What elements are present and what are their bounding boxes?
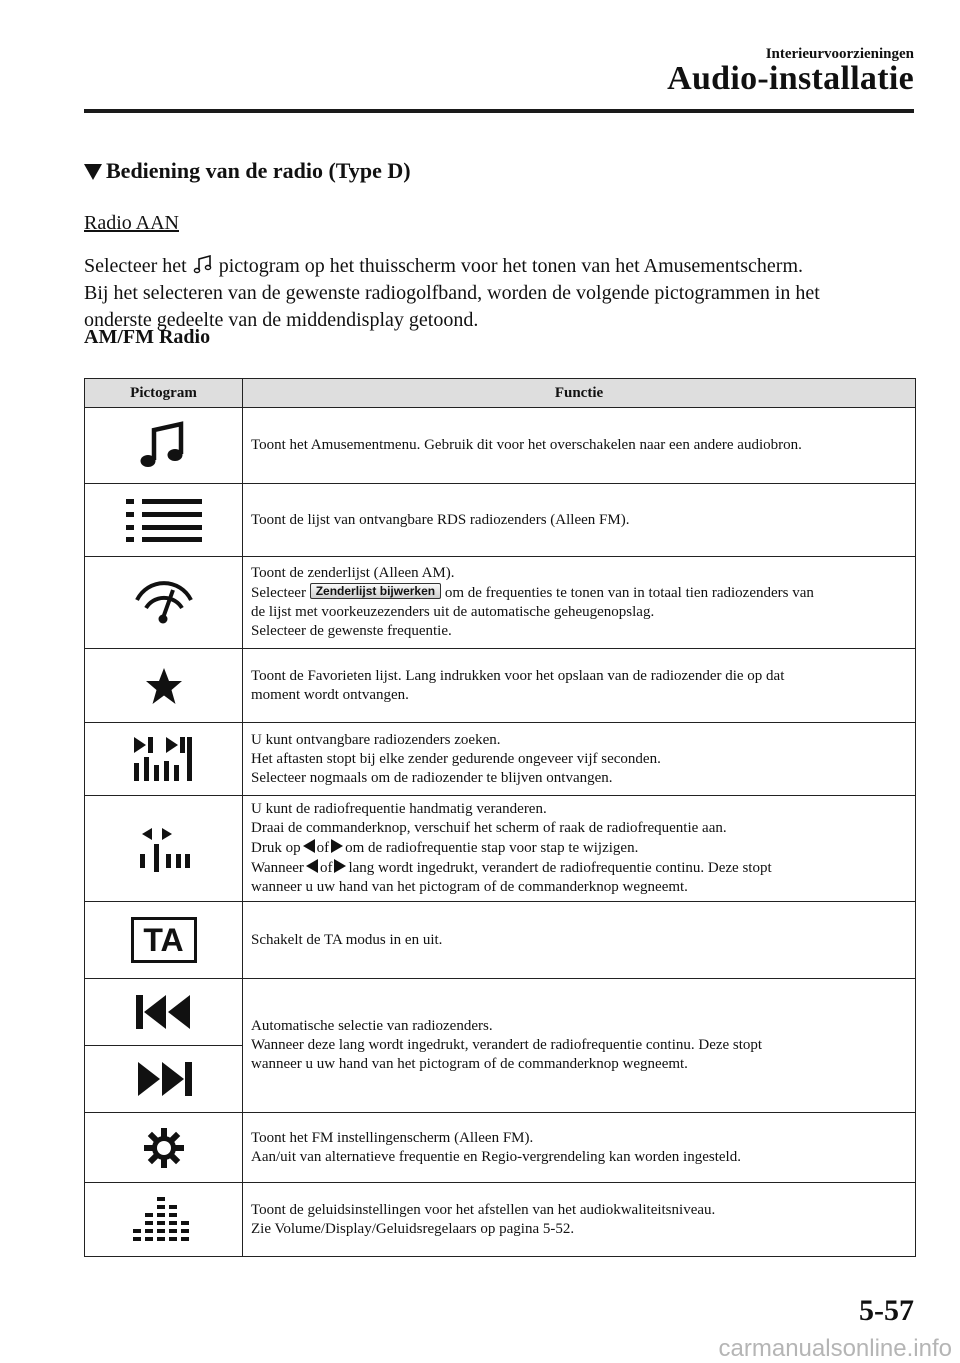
page-number: 5-57 [859, 1294, 914, 1327]
icon-cell [85, 979, 243, 1113]
icon-cell [85, 723, 243, 796]
header-section-label: Interieurvoorzieningen [765, 46, 914, 62]
intro-paragraph [84, 253, 924, 334]
table-row [85, 1113, 916, 1183]
function-text: Toont de Favorieten lijst. Lang indrukken voor het opslaan van de radiozender die op dat moment wordt ontvangen. [243, 649, 916, 723]
table-header-row [85, 379, 916, 408]
table-row [85, 979, 916, 1113]
function-text: Toont het FM instellingenscherm (Alleen FM). Aan/uit van alternatieve frequentie en Regio-vergrendeling kan worden ingesteld. [243, 1113, 916, 1183]
triangle-left-icon [304, 858, 320, 874]
seek-back-icon [134, 993, 194, 1031]
function-text: Toont het Amusementmenu. Gebruik dit voor het overschakelen naar een andere audiobron. [243, 408, 916, 484]
icon-cell [85, 1113, 243, 1183]
triangle-right-icon [332, 858, 348, 874]
station-list-icon [133, 580, 195, 626]
function-text: Toont de geluidsinstellingen voor het afstellen van het audiokwaliteitsniveau. Zie Volume/Display/Geluidsregelaars op pagina 5-52. [243, 1183, 916, 1257]
section-heading [84, 158, 411, 184]
table-row [85, 723, 916, 796]
list-icon [124, 497, 204, 543]
gear-icon [142, 1126, 186, 1170]
scan-icon [132, 735, 196, 783]
table-row [85, 557, 916, 649]
music-note-icon [192, 255, 214, 275]
triangle-right-icon [329, 838, 345, 854]
function-text: Toont de zenderlijst (Alleen AM). Selecteer Zenderlijst bijwerken om de frequenties te tonen van in totaal tien radiozenders van de lijst met voorkeuzezenders uit de automatische geheugenopslag. Selecteer de gewenste frequentie. [243, 557, 916, 649]
section-heading-text: Bediening van de radio (Type D) [106, 158, 411, 183]
icon-cell [85, 649, 243, 723]
watermark: carmanualsonline.info [718, 1335, 952, 1362]
table-row [85, 649, 916, 723]
ta-icon: TA [131, 917, 197, 963]
table-row [85, 408, 916, 484]
header-divider [84, 109, 914, 113]
triangle-left-icon [301, 838, 317, 854]
icon-cell [85, 484, 243, 557]
subheading: Radio AAN [84, 212, 179, 234]
music-note-icon [139, 420, 189, 472]
intro-text: Bij het selecteren van de gewenste radiogolfband, worden de volgende pictogrammen in het [84, 282, 820, 304]
triangle-bullet-icon [84, 164, 102, 180]
icon-cell [85, 902, 243, 979]
intro-text: onderste gedeelte van de middendisplay getoond. [84, 309, 479, 331]
intro-text: pictogram op het thuisscherm voor het tonen van het Amusementscherm. [218, 255, 804, 277]
equalizer-icon [129, 1195, 199, 1245]
icon-cell [85, 557, 243, 649]
intro-text: Selecteer het [84, 255, 187, 277]
table-row [85, 484, 916, 557]
function-table [84, 378, 916, 1257]
icon-cell [85, 796, 243, 902]
function-text: Schakelt de TA modus in en uit. [243, 902, 916, 979]
header-title: Audio-installatie [667, 60, 914, 97]
table-row [85, 902, 916, 979]
function-text: Toont de lijst van ontvangbare RDS radiozenders (Alleen FM). [243, 484, 916, 557]
am-fm-heading: AM/FM Radio [84, 326, 211, 348]
column-header: Functie [243, 379, 916, 408]
table-row [85, 1183, 916, 1257]
table-row [85, 796, 916, 902]
zenderlijst-bijwerken-button: Zenderlijst bijwerken [310, 583, 441, 599]
column-header: Pictogram [85, 379, 243, 408]
icon-cell [85, 1183, 243, 1257]
star-icon [144, 666, 184, 706]
function-text: Automatische selectie van radiozenders. Wanneer deze lang wordt ingedrukt, verandert de radiofrequentie continu. Deze stopt wanneer u uw hand van het pictogram of de commanderknop wegneemt. [243, 979, 916, 1113]
seek-forward-icon [134, 1060, 194, 1098]
function-text: U kunt ontvangbare radiozenders zoeken. Het aftasten stopt bij elke zender gedurende ongeveer vijf seconden. Selecteer nogmaals om de radiozender te blijven ontvangen. [243, 723, 916, 796]
function-text: U kunt de radiofrequentie handmatig veranderen. Draai de commanderknop, verschuif het scherm of raak de radiofrequentie aan. Druk op of om de radiofrequentie stap voor stap te wijzigen. Wanneer of lang wordt ingedrukt, verandert de radiofrequentie continu. Deze stopt wanneer u uw hand van het pictogram of de commanderknop wegneemt. [243, 796, 916, 902]
icon-cell [85, 408, 243, 484]
manual-tune-icon [138, 826, 190, 872]
